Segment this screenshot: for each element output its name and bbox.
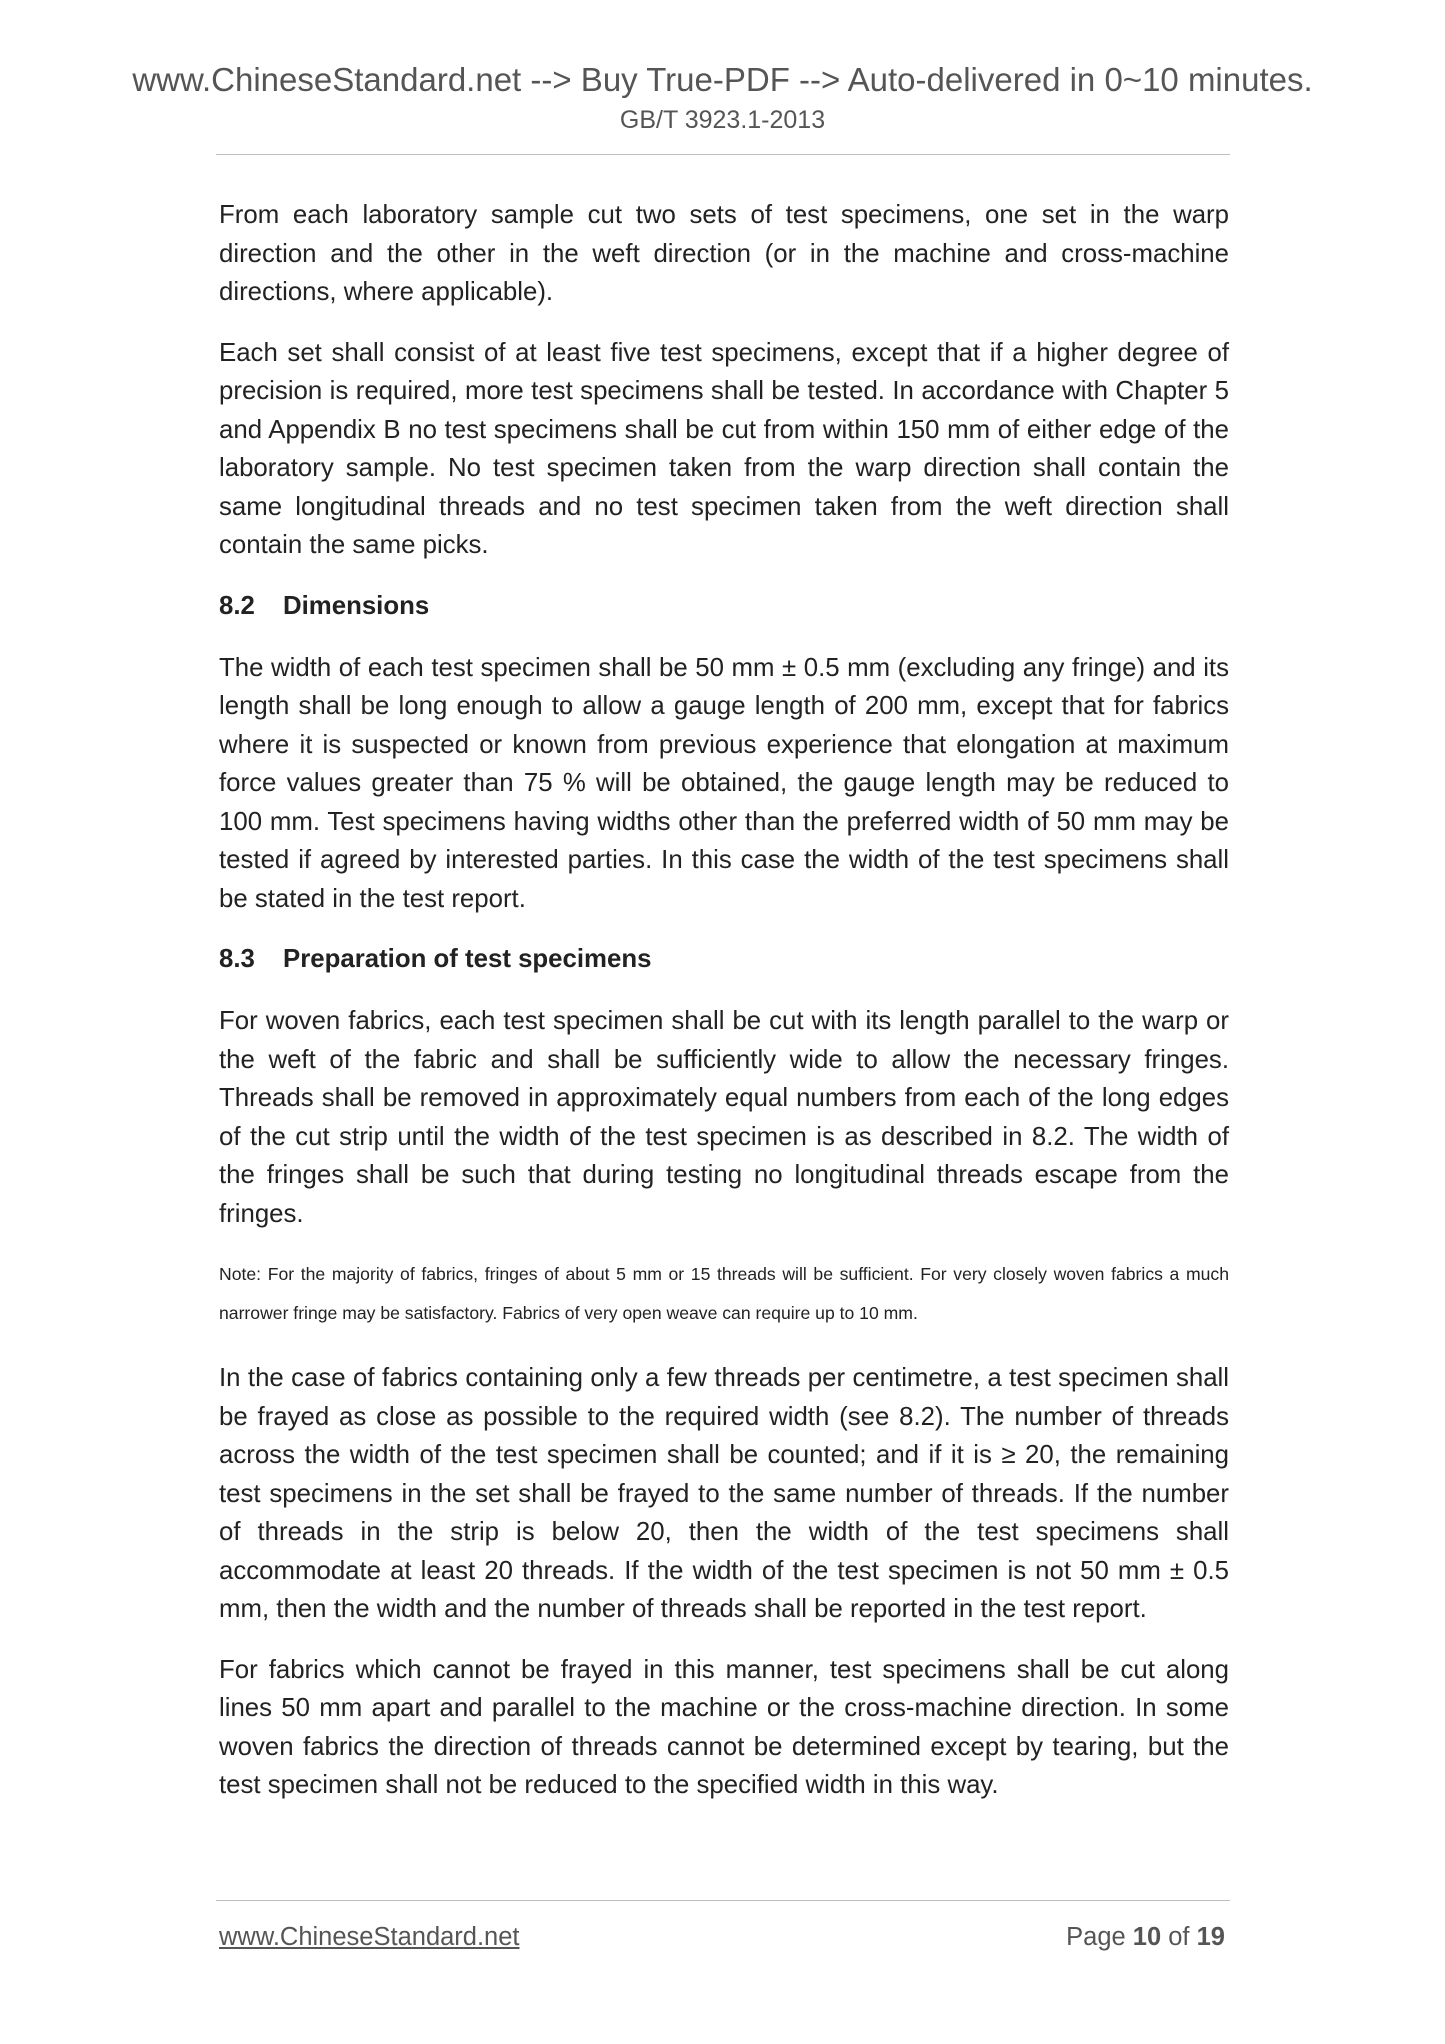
document-body	[219, 196, 1229, 1827]
page-total: 19	[1196, 1923, 1225, 1951]
paragraph: For woven fabrics, each test specimen shall be cut with its length parallel to the warp or the weft of the fabric and shall be sufficiently wide to allow the necessary fringes. Threads shall be removed in approximately equal numbers from each of the long edges of the cut strip until the width of the test specimen is as described in 8.2. The width of the fringes shall be such that during testing no longitudinal threads escape from the fringes.	[219, 1007, 1229, 1228]
paragraph: For fabrics which cannot be frayed in this manner, test specimens shall be cut along lines 50 mm apart and parallel to the machine or the cross-machine direction. In some woven fabrics the direction of threads cannot be determined except by tearing, but the test specimen shall not be reduced to the specified width in this way.	[219, 1655, 1229, 1799]
page-current: 10	[1132, 1923, 1162, 1951]
section-title: Dimensions	[283, 591, 430, 620]
paragraph: Each set shall consist of at least five test specimens, except that if a higher degree of precision is required, more test specimens shall be tested. In accordance with Chapter 5 and Appendix B no test specimens shall be cut from within 150 mm of either edge of the laboratory sample. No test specimen taken from the warp direction shall contain the same longitudinal threads and no test specimen taken from the weft direction shall contain the same picks.	[219, 338, 1229, 559]
section-heading-8-3	[219, 940, 1229, 978]
footer-divider	[216, 1900, 1230, 1901]
page-label: Page	[1066, 1923, 1126, 1951]
paragraph: In the case of fabrics containing only a few threads per centimetre, a test specimen shall be frayed as close as possible to the required width (see 8.2). The number of threads across the width of the test specimen shall be counted; and if it is ≥ 20, the remaining test specimens in the set shall be frayed to the same number of threads. If the number of threads in the strip is below 20, then the width of the test specimens shall accommodate at least 20 threads. If the width of the test specimen is not 50 mm ± 0.5 mm, then the width and the number of threads shall be reported in the test report.	[219, 1364, 1229, 1623]
section-number: 8.2	[219, 591, 255, 620]
section-title: Preparation of test specimens	[283, 945, 652, 973]
page-number	[1066, 1921, 1225, 1953]
standard-id: GB/T 3923.1-2013	[619, 106, 826, 134]
header-banner: www.ChineseStandard.net --> Buy True-PDF --> Auto-delivered in 0~10 minutes.	[132, 61, 1313, 98]
paragraph: From each laboratory sample cut two sets of test specimens, one set in the warp direction and the other in the weft direction (or in the machine and cross-machine directions, where applicable).	[219, 201, 1229, 306]
section-heading-8-2	[219, 587, 1229, 625]
paragraph: The width of each test specimen shall be 50 mm ± 0.5 mm (excluding any fringe) and its length shall be long enough to allow a gauge length of 200 mm, except that for fabrics where it is suspected or known from previous experience that elongation at maximum force values greater than 75 % will be obtained, the gauge length may be reduced to 100 mm. Test specimens having widths other than the preferred width of 50 mm may be tested if agreed by interested parties. In this case the width of the test specimens shall be stated in the test report.	[219, 653, 1229, 913]
section-number: 8.3	[219, 945, 255, 973]
header-divider	[216, 154, 1230, 155]
note: Note: For the majority of fabrics, fringes of about 5 mm or 15 threads will be sufficient. For very closely woven fabrics a much narrower fringe may be satisfactory. Fabrics of very open weave can require up to 10 mm.	[219, 1264, 1229, 1323]
footer-website-link[interactable]: www.ChineseStandard.net	[219, 1923, 520, 1951]
page-of: of	[1168, 1923, 1190, 1951]
